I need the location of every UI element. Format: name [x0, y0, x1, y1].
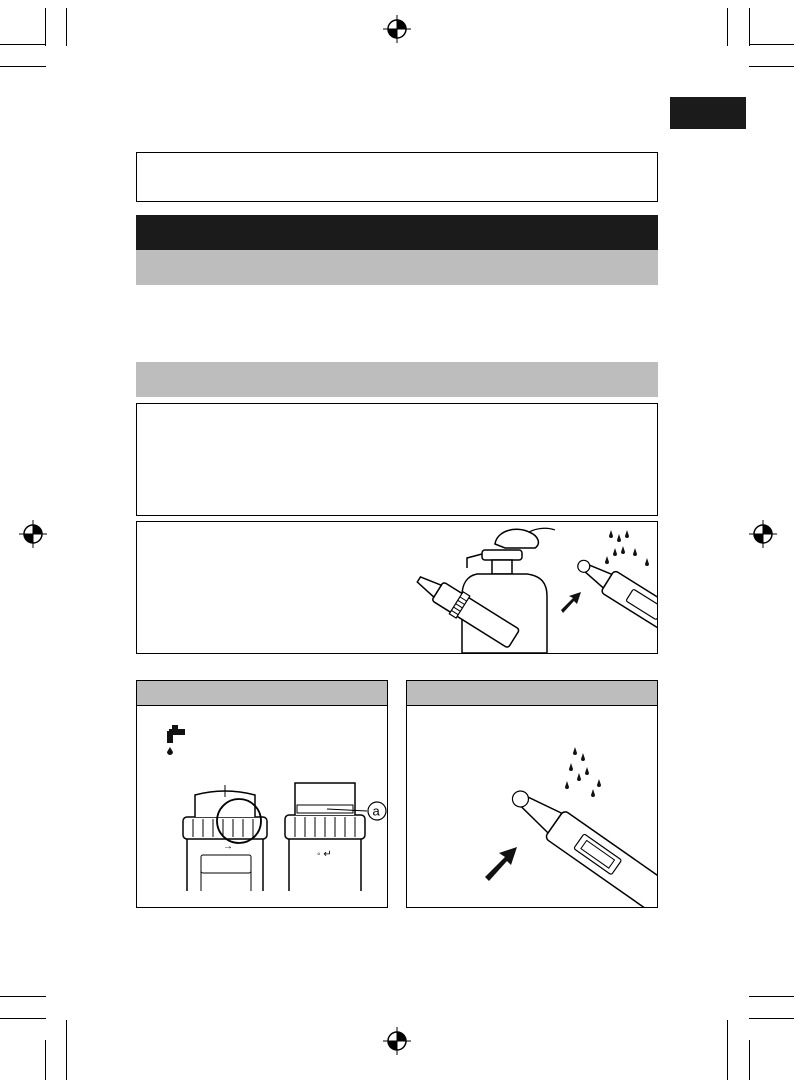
- svg-text:◦ ↵: ◦ ↵: [317, 849, 332, 860]
- left-column-heading-bar: [137, 681, 387, 706]
- water-tap-icon: [161, 725, 187, 755]
- registration-target-icon: [383, 15, 411, 43]
- crop-mark: [749, 8, 750, 46]
- svg-text:→: →: [223, 841, 233, 852]
- crop-mark: [749, 996, 794, 997]
- left-column-box: [136, 680, 388, 908]
- crop-mark: [727, 8, 728, 46]
- crop-mark: [45, 1040, 46, 1080]
- crop-mark: [45, 8, 46, 46]
- soap-pump-and-trimmer-illustration: [137, 522, 657, 653]
- trimmer-rinse-illustration: [407, 707, 657, 907]
- subsection-bar: [136, 250, 658, 285]
- crop-mark: [749, 66, 794, 67]
- crop-mark: [749, 1040, 750, 1080]
- registration-target-icon: [749, 520, 777, 548]
- crop-mark: [727, 1020, 728, 1080]
- registration-target-icon: [19, 520, 47, 548]
- right-column-heading-bar: [407, 681, 657, 706]
- right-column-box: [406, 680, 658, 908]
- crop-mark: [0, 1018, 46, 1019]
- cleaning-illustration-box: [136, 521, 658, 654]
- crop-mark: [66, 1020, 67, 1080]
- subsection-bar-2: [136, 362, 658, 397]
- crop-mark: [66, 8, 67, 46]
- crop-mark: [0, 996, 46, 997]
- crop-mark: [749, 1018, 794, 1019]
- section-title-bar: [136, 215, 658, 250]
- note-box: [136, 152, 658, 202]
- registration-target-icon: [383, 1027, 411, 1055]
- crop-mark: [0, 44, 46, 45]
- trimmer-dial-illustration: [177, 781, 407, 891]
- crop-mark: [0, 66, 46, 67]
- crop-mark: [749, 44, 794, 45]
- caution-box: [136, 403, 658, 516]
- callout-label-a: a: [372, 803, 380, 819]
- language-tab: [670, 97, 746, 129]
